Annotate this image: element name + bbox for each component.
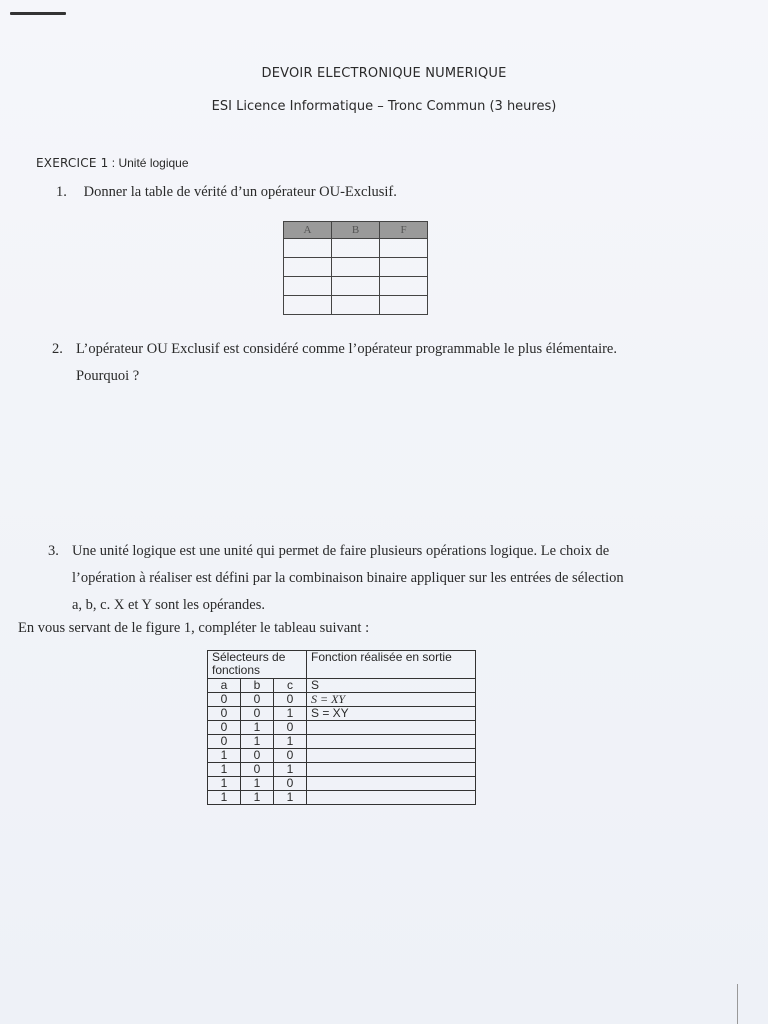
function-header: Fonction réalisée en sortie <box>307 651 476 679</box>
table-row <box>284 258 428 277</box>
document-title: DEVOIR ELECTRONIQUE NUMERIQUE <box>261 66 507 81</box>
function-cell <box>307 777 476 791</box>
subheader-c: c <box>274 679 307 693</box>
function-cell <box>307 763 476 777</box>
table-row: 1 1 1 <box>208 791 476 805</box>
table-row <box>284 239 428 258</box>
truth-table-header-a: A <box>284 222 332 239</box>
truth-table-header-f: F <box>380 222 428 239</box>
table-row: 0 0 1 S = XY <box>208 707 476 721</box>
question-3 <box>48 538 760 619</box>
function-cell <box>307 735 476 749</box>
question-1 <box>56 179 397 206</box>
exercise-heading <box>36 156 189 170</box>
function-cell <box>307 791 476 805</box>
scan-mark <box>10 12 66 15</box>
subheader-a: a <box>208 679 241 693</box>
table-row <box>284 296 428 315</box>
question-number: 2. <box>52 341 63 357</box>
question-text: L’opérateur OU Exclusif est considéré comme l’opérateur programmable le plus élémentaire. <box>76 341 617 357</box>
question-text: a, b, c. X et Y sont les opérandes. <box>72 597 266 613</box>
question-2 <box>52 336 752 390</box>
xor-truth-table <box>283 221 428 315</box>
table-row: 0 1 1 <box>208 735 476 749</box>
function-selector-table <box>207 650 476 805</box>
question-number: 3. <box>48 543 59 559</box>
table-row: 1 0 1 <box>208 763 476 777</box>
exercise-label: EXERCICE 1 <box>36 156 109 170</box>
nand-expression: S = XY <box>311 692 346 706</box>
function-cell: S = XY <box>307 707 476 721</box>
table-row: 1 0 0 <box>208 749 476 763</box>
subheader-b: b <box>241 679 274 693</box>
table-row: 0 0 0 S = XY <box>208 693 476 707</box>
function-cell <box>307 749 476 763</box>
question-number: 1. <box>56 184 67 200</box>
question-text: Une unité logique est une unité qui permet de faire plusieurs opérations logique. Le choix de <box>72 543 610 559</box>
table-row: 1 1 0 <box>208 777 476 791</box>
instruction: En vous servant de le figure 1, compléter le tableau suivant : <box>18 620 370 636</box>
exercise-name: Unité logique <box>118 156 189 170</box>
subheader-s: S <box>307 679 476 693</box>
table-row <box>284 277 428 296</box>
question-text: Pourquoi ? <box>76 368 140 384</box>
document-subtitle: ESI Licence Informatique – Tronc Commun (3 heures) <box>211 99 557 114</box>
truth-table-header-b: B <box>332 222 380 239</box>
question-text: Donner la table de vérité d’un opérateur OU-Exclusif. <box>83 184 397 200</box>
function-cell <box>307 721 476 735</box>
function-cell <box>307 693 476 707</box>
table-row: 0 1 0 <box>208 721 476 735</box>
question-text: l’opération à réaliser est défini par la combinaison binaire appliquer sur les entrées de sélection <box>72 570 624 586</box>
scan-edge-line <box>737 984 738 1024</box>
exercise-separator: : <box>108 156 119 170</box>
selectors-header: Sélecteurs de fonctions <box>208 651 307 679</box>
